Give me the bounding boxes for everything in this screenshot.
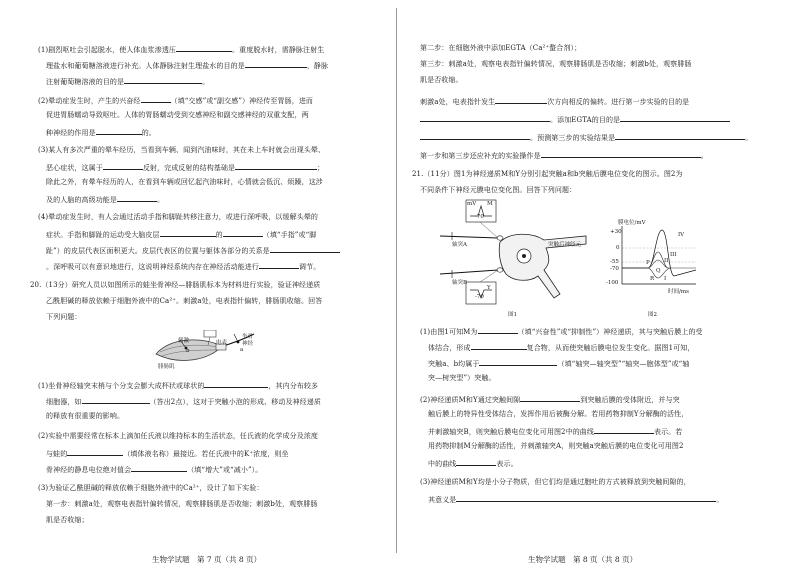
fig2-label-Q: Q (656, 268, 661, 274)
answer-blank[interactable] (176, 44, 232, 52)
q19-1-line2: 理盐水和葡萄糖溶液进行补充。人体静脉注射生理盐水的目的是 ，静脉 (46, 62, 329, 70)
answer-blank[interactable] (259, 261, 299, 269)
fig2-tick-0: 0 (616, 245, 620, 251)
answer-blank[interactable] (541, 150, 701, 158)
answer-blank[interactable] (456, 458, 496, 466)
figure-label-muscle: 腓肠肌 (158, 364, 175, 370)
answer-blank[interactable] (82, 396, 150, 404)
fig2-label-IV: IV (678, 232, 685, 238)
q20-result-line2: 。添加EGTA的目的是 (420, 114, 730, 125)
fig2-tick-minus55: -55 (610, 259, 619, 265)
q20-intro-line2: 乙酰胆碱的释放依赖于细胞外液中的Ca²⁺。刺激a处，电表指针偏转，腓肠肌收缩。回答 (46, 297, 323, 305)
answer-blank[interactable] (124, 76, 202, 84)
q20-result-line3: 。预测第三步的实验结果是 。 (420, 132, 752, 143)
fig2-ylabel: 膜电位/mV (618, 220, 646, 226)
fig2-tick-minus100: -100 (606, 280, 619, 286)
q20-step3-line1: 第三步：刺激a处，观察电表指针偏转情况，观察腓肠肌是否收缩；刺激b处，观察腓肠 (420, 60, 692, 68)
q20-2-line1: (2)实验中需要经常在标本上滴加任氏液以维持标本的生活状态，任氏液的化学成分及浓度 (38, 432, 319, 440)
q20-result-line4: 第一步和第三步还应补充的实验操作是 。 (420, 152, 708, 160)
curve-I (622, 268, 670, 278)
q21-3-line2: 其意义是 。 (428, 496, 724, 504)
q21-2-line2: 触后膜上的特异性受体结合，发挥作用后被酶分解。若用药物抑制Y分解酶的活性， (428, 410, 689, 418)
fig2-caption: 图2 (648, 312, 657, 318)
q19-4-line1: (4)晕动症发生时，有人会通过活动手指和脚趾转移注意力，或进行深呼吸，以缓解头晕的 (38, 213, 319, 221)
answer-blank[interactable] (420, 114, 550, 122)
answer-blank[interactable] (478, 326, 518, 334)
q19-3-line3: 除此之外，有晕车经历的人，在看到车辆或回忆起汽油味时，心情就会低沉、烦躁，这涉 (46, 178, 323, 186)
fig2-xlabel: 时间/ms (668, 289, 689, 295)
q20-1-line2: 细胞器，如 （答出2点），这对于突触小泡的形成、移动及神经递质 (46, 398, 321, 406)
footer-page-8: 生物学试题 第 8 页（共 8 页） (528, 555, 638, 564)
q20-3-line2: 第一步：刺激a处，观察电表指针偏转情况，观察腓肠肌是否收缩；刺激b处，观察腓肠 (46, 500, 318, 508)
answer-blank[interactable] (160, 229, 216, 237)
answer-blank[interactable] (245, 60, 307, 68)
answer-blank[interactable] (131, 464, 187, 472)
q21-2-line1: (2)神经递质M和Y通过突触间隙 到突触后膜的受体附近，并与突 (420, 396, 680, 404)
q19-1-line1: (1)剧烈呕吐会引起脱水，使人体血浆渗透压 。重度脱水时，需静脉注射生 (38, 46, 325, 54)
q20-2-line3: 骨神经的静息电位绝对值会 （填“增大”或“减小”）。 (46, 466, 263, 474)
q21-2-line3: 并刺激轴突B，则突触后膜电位变化可用图2中的曲线 表示。若 (428, 428, 683, 436)
answer-blank[interactable] (117, 194, 157, 202)
q20-1-line1: (1)坐骨神经轴突末梢与个分支会膨大成杯状或球状的 ，其内分布较多 (38, 382, 319, 390)
figure-label-nerve: 神经 (242, 341, 254, 347)
fig2-label-I: I (664, 276, 667, 282)
q20-result-line1: 刺激a处，电表指针发生 次方向相反的偏转。进行第一步实验的目的是 (420, 98, 690, 106)
q19-4-line3: 趾”）的皮层代表区面积更大。皮层代表区的位置与躯体各部分的关系是 (46, 245, 340, 256)
answer-blank[interactable] (495, 96, 547, 104)
q20-1-line3: 的释放有很重要的影响。 (46, 412, 125, 420)
answer-blank[interactable] (456, 494, 716, 502)
q19-2-line2: 促进胃肠蠕动导致呕吐。人体的胃肠蠕动受到交感神经和副交感神经的双重支配，两 (46, 111, 309, 119)
answer-blank[interactable] (96, 127, 142, 135)
fig1-label-mV: mV (467, 201, 477, 207)
figure-label-a: a (240, 347, 244, 353)
fig2-tick-minus70: -70 (610, 266, 619, 272)
q21-3-line1: (3)神经递质M和Y均是小分子物质，但它们均是通过胞吐的方式被释放到突触间隙的， (420, 478, 691, 486)
fig1-caption: 图1 (508, 312, 517, 318)
q21-2-line5: 中的曲线 表示。 (428, 460, 518, 468)
fig1-label-axonB: 轴突B (452, 280, 468, 286)
fig2-label-P: P (646, 260, 650, 266)
q21-intro-line2: 不同条件下神经元膜电位变化图。回答下列问题： (420, 186, 577, 194)
fig1-label-minus70-bottom: -70 (475, 294, 484, 300)
q21-2-line4: 用药物抑制M分解酶的活性，并刺激轴突A，则突触a突触后膜的电位变化可用图2 (428, 442, 684, 450)
curve-II (622, 260, 668, 268)
fig1-label-axonA: 轴突A (452, 242, 467, 248)
q20-intro-line1: 20.（13分）研究人员以如图所示的蛙坐骨神经—腓肠肌标本为材料进行实验，验证神经递质 (30, 281, 321, 289)
q21-1-line2: 体结合，形成 复合物，从而使突触后膜电位发生变化。据图1可知， (428, 344, 695, 352)
fig1-label-postsynaptic: 突触后神经元 (548, 242, 582, 248)
q19-3-line1: (3)某人有多次严重的晕车经历，当看到车辆、闻到汽油味时，其在未上车时就会出现头晕、 (38, 146, 326, 154)
answer-blank[interactable] (620, 114, 730, 122)
answer-blank[interactable] (594, 426, 654, 434)
page-divider (396, 8, 397, 553)
answer-blank[interactable] (141, 95, 171, 103)
q20-step3-line2: 肌是否收缩。 (420, 76, 463, 84)
meter-Y-box (466, 282, 496, 304)
answer-blank[interactable] (270, 245, 340, 253)
fig1-label-Y: Y (487, 285, 491, 291)
q20-3-line1: (3)为验证乙酰胆碱的释放依赖于细胞外液中的Ca²⁺，设计了如下实验： (38, 484, 264, 492)
q19-4-line4: 。深呼吸可以有意识地进行，这说明神经系统内存在神经活动能进行 调节。 (46, 263, 321, 271)
fig1-label-minus70-top: -70 (475, 214, 484, 220)
figure-label-stimulus: 刺激 (178, 338, 190, 344)
answer-blank[interactable] (520, 394, 580, 402)
answer-blank[interactable] (103, 162, 143, 170)
fig2-label-III: III (670, 252, 677, 258)
answer-blank[interactable] (471, 342, 527, 350)
q21-1-line1: (1)由图1可知M为 （填“兴奋性”或“抑制性”）神经递质，其与突触后膜上的受 (420, 328, 703, 336)
fig2-label-II: II (664, 258, 669, 264)
figure-label-b: b (186, 348, 190, 354)
q19-3-line4: 及的人脑的高级功能是 。 (46, 196, 165, 204)
figure-label-sciatic: 坐骨 (242, 334, 254, 340)
q20-step2: 第二步：在细胞外液中添加EGTA（Ca²⁺螯合剂）； (420, 44, 582, 52)
answer-blank[interactable] (204, 380, 268, 388)
q19-3-line2: 恶心症状，这属于 反射，完成反射的结构基础是 ； (46, 164, 325, 172)
answer-blank[interactable] (615, 132, 745, 140)
q19-2-line1: (2)晕动症发生时，产生的兴奋经 （填“交感”或“副交感”）神经传至胃肠，进而 (38, 97, 314, 105)
answer-blank[interactable] (420, 132, 530, 140)
footer-page-7: 生物学试题 第 7 页（共 8 页） (152, 555, 262, 564)
q19-4-line2: 症状。手指和脚趾的运动受大脑皮层 的 （填“手指”或“脚 (46, 231, 317, 239)
q21-1-line4: 突—树突型”）突触。 (428, 374, 496, 382)
q20-intro-line3: 下列问题： (46, 313, 82, 321)
q20-2-line2: 与蛙的 （填体液名称）最接近。若任氏液中的K⁺浓度，则坐 (46, 450, 289, 458)
fig1-label-M: M (487, 201, 493, 207)
answer-blank[interactable] (67, 448, 123, 456)
answer-blank[interactable] (235, 162, 317, 170)
q20-3-line3: 肌是否收缩； (46, 516, 89, 524)
answer-blank[interactable] (223, 229, 263, 237)
figure-label-electrode: 电表 (216, 340, 228, 346)
q19-1-line3: 注射葡萄糖溶液的目的是 。 (46, 78, 210, 86)
figure1-synapse-diagram (440, 198, 590, 316)
q19-2-line3: 种神经的作用是 的。 (46, 129, 156, 137)
fig2-tick-plus30: +30 (610, 229, 622, 235)
q21-1-line3: 突触a、b均属于 （填“轴突—轴突型”“轴突—胞体型”或“轴 (428, 360, 690, 368)
fig2-label-R: R (650, 276, 655, 282)
q21-intro-line1: 21.（11分）图1为神经递质M和Y分别引起突触a和b突触后膜电位变化的图示。图2为 (412, 170, 683, 178)
answer-blank[interactable] (479, 358, 557, 366)
